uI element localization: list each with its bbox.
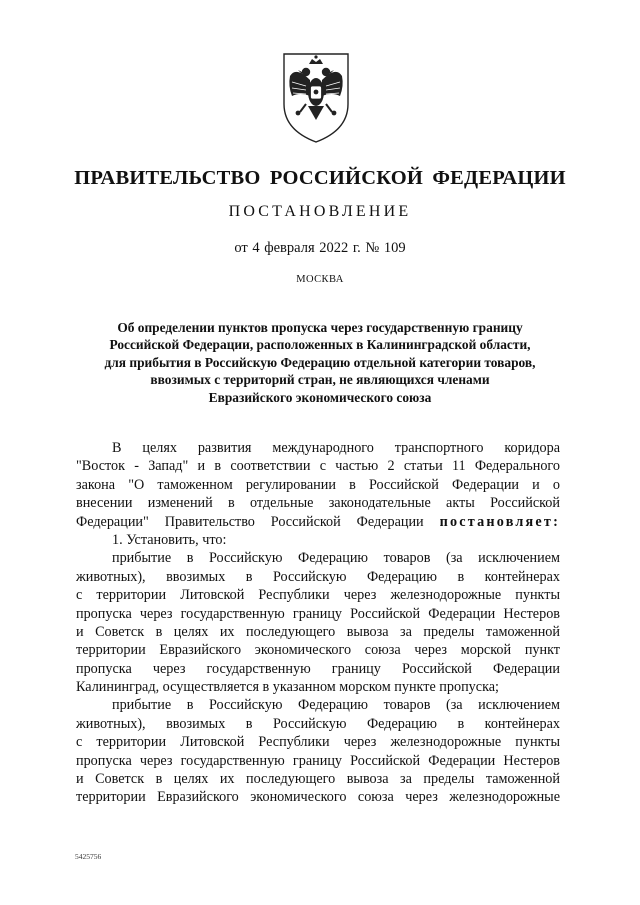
heading-line: Об определении пунктов пропуска через государственную границу: [117, 320, 523, 335]
preamble-closing-text: Федерации" Правительство Российской Федерации: [76, 513, 424, 530]
document-city: МОСКВА: [296, 274, 344, 285]
document-body: [76, 439, 560, 807]
document-code: 5425756: [75, 852, 102, 861]
body-line: территории Евразийского экономического союза через железнодорожные: [76, 789, 560, 806]
heading-line: Российской Федерации, расположенных в Калининградской области,: [109, 337, 531, 353]
decree-word: постановляет:: [439, 513, 560, 530]
body-line: животных), ввозимых в Российскую Федерацию в контейнерах: [76, 568, 560, 585]
government-title: ПРАВИТЕЛЬСТВО РОССИЙСКОЙ ФЕДЕРАЦИИ: [74, 167, 566, 189]
body-line: Калининград, осуществляется в указанном морском пункте пропуска;: [76, 679, 499, 696]
body-line: В целях развития международного транспортного коридора: [112, 440, 560, 456]
document-date-number: от 4 февраля 2022 г. № 109: [234, 240, 406, 256]
body-line: прибытие в Российскую Федерацию товаров (за исключением: [112, 697, 560, 714]
body-line: пропуска через государственную границу Российской Федерации Нестеров: [76, 605, 560, 622]
body-line: пропуска через государственную границу Российской Федерации Нестеров: [76, 752, 560, 769]
body-line: пропуска через государственную границу Российской Федерации: [76, 660, 560, 677]
heading-line: для прибытия в Российскую Федерацию отдельной категории товаров,: [104, 354, 536, 370]
document-type: ПОСТАНОВЛЕНИЕ: [228, 203, 412, 220]
body-line: животных), ввозимых в Российскую Федерацию в контейнерах: [76, 715, 560, 732]
heading-line: Евразийского экономического союза: [208, 389, 432, 405]
body-line-decree: [76, 513, 560, 531]
document-heading: [70, 319, 570, 406]
body-line: "Восток - Запад" и в соответствии с частью 2 статьи 11 Федерального: [76, 458, 560, 475]
body-line: и Советск в целях их последующего вывоза за пределы таможенной: [76, 771, 560, 788]
coat-of-arms-emblem: [276, 52, 356, 144]
item-1: 1. Установить, что:: [112, 531, 227, 548]
heading-line: ввозимых с территорий стран, не являющихся членами: [150, 372, 490, 388]
body-line: и Советск в целях их последующего вывоза за пределы таможенной: [76, 623, 560, 640]
body-line: прибытие в Российскую Федерацию товаров (за исключением: [112, 550, 560, 567]
body-line: внесении изменений в отдельные законодательные акты Российской: [76, 495, 560, 512]
body-line: с территории Литовской Республики через железнодорожные пункты: [76, 587, 560, 604]
body-line: территории Евразийского экономического союза через морской пункт: [76, 642, 560, 659]
body-line: с территории Литовской Республики через железнодорожные пункты: [76, 734, 560, 751]
body-line: закона "О таможенном регулировании в Российской Федерации и о: [76, 476, 560, 493]
